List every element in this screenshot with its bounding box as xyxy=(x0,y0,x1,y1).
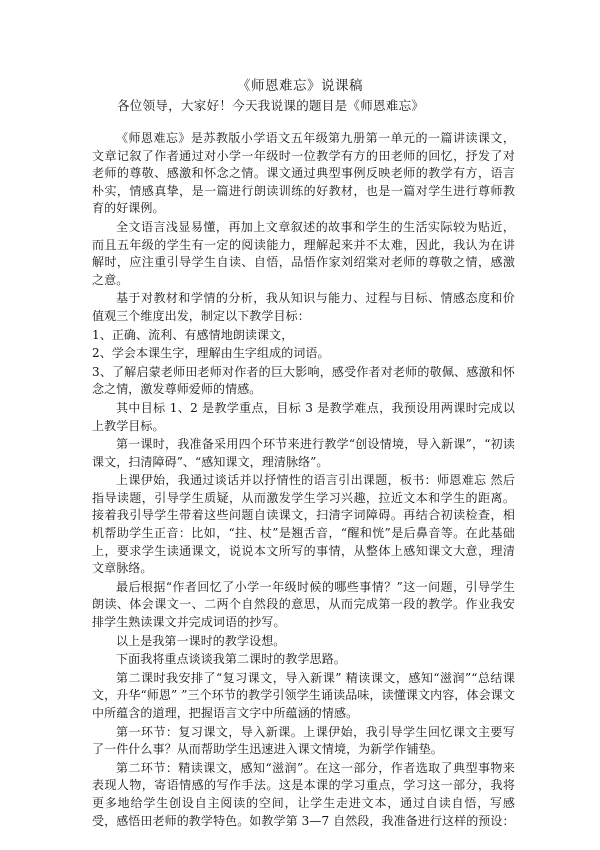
paragraph-lesson-1-summary: 以上是我第一课时的教学设想。 xyxy=(116,633,286,648)
paragraph-lesson-1: 第一课时，我准备采用四个环节来进行教学“创设情境，导入新课”，“初读课文，扫清障碍”、“感知课文，理清脉络”。 xyxy=(92,437,515,469)
paragraph-intro: 《师恩难忘》是苏教版小学语文五年级第九册第一单元的一篇讲读课文，文章记叙了作者通过对小学一年级时一位教学有方的田老师的回忆，抒发了对老师的尊敬、感激和怀念之情。课文通过典型事例反映老师的教学有方，语言朴实，情感真挚，是一篇进行朗读训练的好教材，也是一篇对学生进行尊师教育的好课例。 xyxy=(92,131,515,216)
paragraph-lesson-2-plan: 第二课时我安排了“复习课文，导入新课” 精读课文，感知“滋润”“总结课文，升华“师恩” ”三个环节的教学引领学生诵读品味，读懂课文内容，体会课文中所蕴含的道理，把握语言文字中所蕴涵的情感。 xyxy=(92,670,515,720)
paragraph-step-1: 第一环节：复习课文，导入新课。上课伊始，我引导学生回忆课文主要写了一件什么事？从而帮助学生迅速进入课文情境，为新学作铺垫。 xyxy=(92,724,515,757)
objective-1: 1、正确、流利、有感情地朗读课文， xyxy=(92,327,294,342)
paragraph-lesson-1-start: 上课伊始，我通过谈话并以抒情性的语言引出课题，板书：师恩难忘 然后指导读题，引导学生质疑，从而激发学生学习兴趣，拉近文本和学生的距离。接着我引导学生带着这些问题自读课文，扫清字词障碍。再结合初读检查，相机帮助学生正音：比如，“拄、杖”是翘舌音，“醒和恍”是后鼻音等。在此基础上，要求学生读通课文，说说本文所写的事情，从整体上感知课文大意，理清文章脉络。 xyxy=(92,473,515,576)
paragraph-key-points: 其中目标 1、2 是教学重点，目标 3 是教学难点，我预设用两课时完成以上教学目标。 xyxy=(92,400,515,433)
paragraph-objectives-intro: 基于对教材和学情的分析，我从知识与能力、过程与目标、情感态度和价值观三个维度出发，制定以下教学目标： xyxy=(92,291,515,323)
greeting-line: 各位领导，大家好！今天我说课的题目是《师恩难忘》 xyxy=(117,98,425,113)
objective-3: 3、了解启蒙老师田老师对作者的巨大影响，感受作者对老师的敬佩、感激和怀念之情，激发尊师爱师的情感。 xyxy=(92,364,515,397)
page-title: 《师恩难忘》说课稿 xyxy=(237,78,363,94)
paragraph-analysis: 全文语言浅显易懂，再加上文章叙述的故事和学生的生活实际较为贴近，而且五年级的学生有一定的阅读能力，理解起来并不太难，因此，我认为在讲解时，应注重引导学生自读、自悟，品悟作家刘绍棠对老师的尊敬之情，感激之意。 xyxy=(92,219,515,287)
paragraph-lesson-2-intro: 下面我将重点谈谈我第二课时的教学思路。 xyxy=(116,652,346,667)
paragraph-lesson-1-end: 最后根据“作者回忆了小学一年级时候的哪些事情？”这一问题，引导学生朗读、体会课文一、二两个自然段的意思，从而完成第一段的教学。作业我安排学生熟读课文并完成词语的抄写。 xyxy=(92,579,515,630)
paragraph-step-2: 第二环节：精读课文，感知“滋润”。在这一部分，作者选取了典型事物来表现人物，寄语情感的写作手法。这是本课的学习重点，学习这一部分，我将更多地给学生创设自主阅读的空间，让学生走进文本，通过自读自悟，写感受，感悟田老师的教学特色。如教学第 3—7 自然段，我准备进行这样的预设： xyxy=(92,760,515,828)
document-body xyxy=(92,130,515,831)
objective-2: 2、学会本课生字，理解由生字组成的词语。 xyxy=(92,346,330,361)
